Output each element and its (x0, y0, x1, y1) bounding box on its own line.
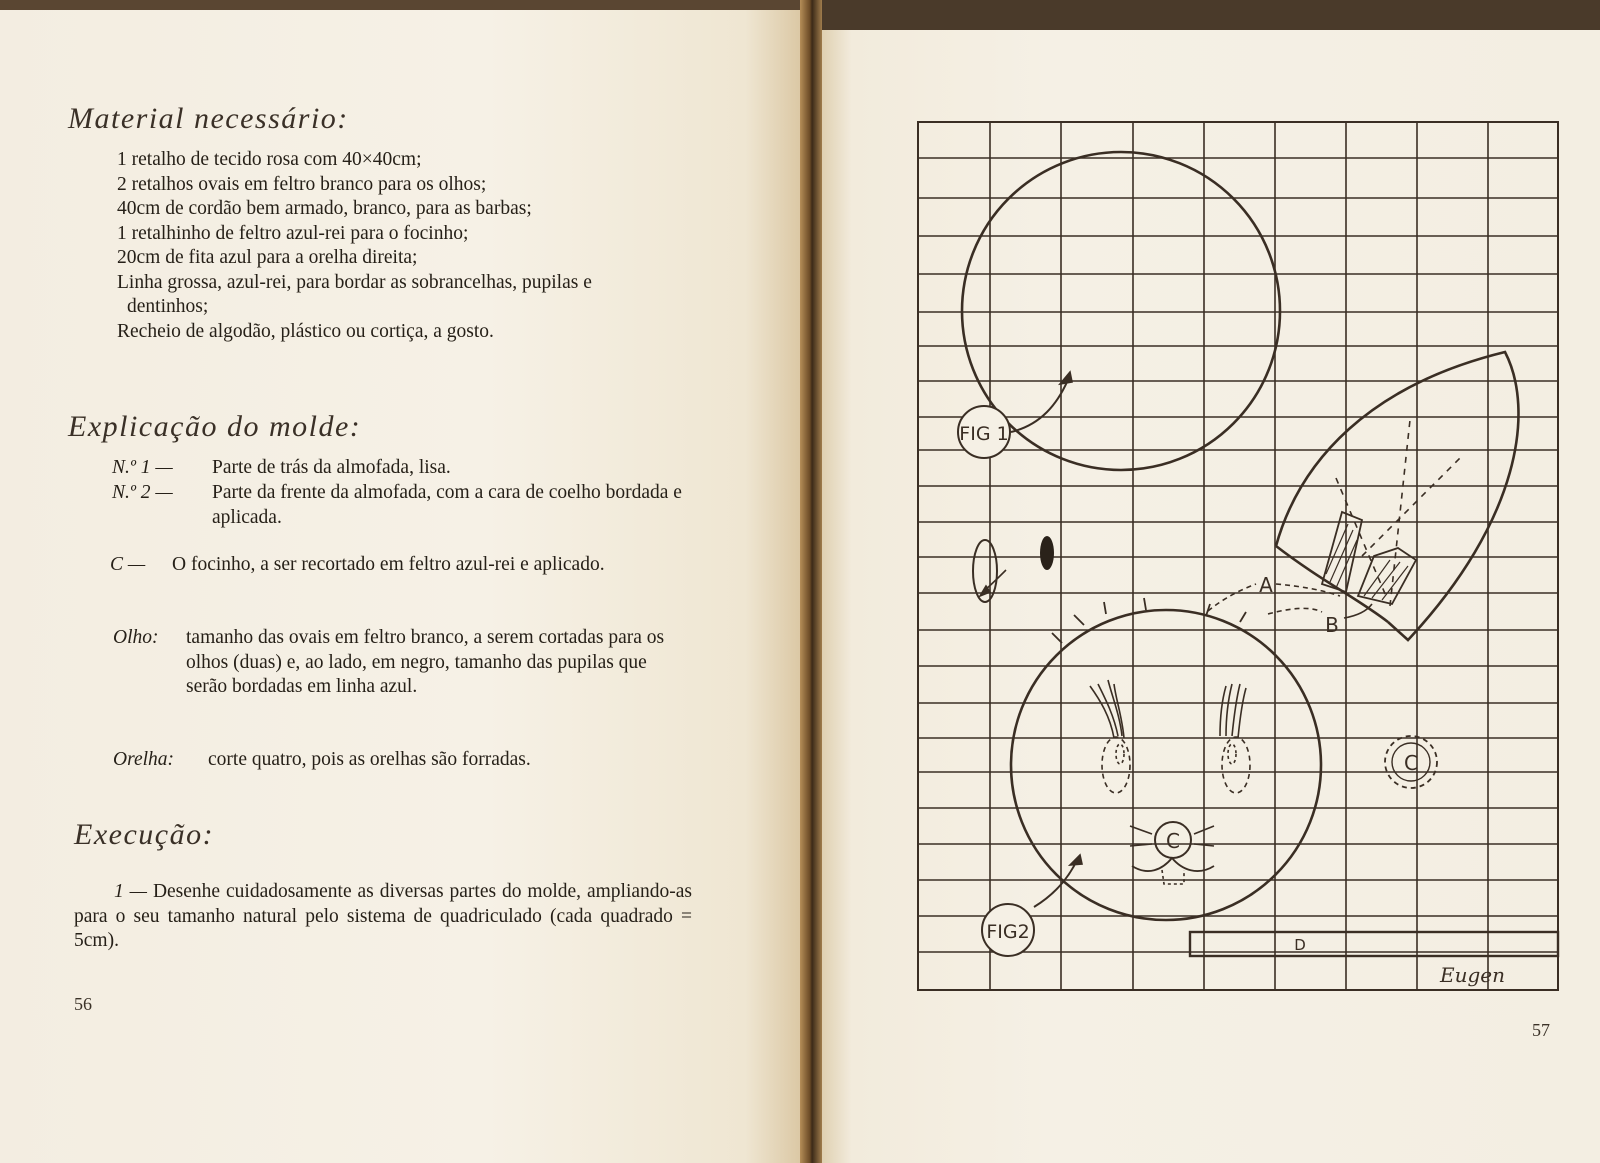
illustrator-signature: Eugen (1440, 963, 1505, 987)
marker-b-arrow-right (1344, 604, 1372, 618)
n2-label: N.º 2 — (112, 482, 173, 503)
nose-label-c: C (1166, 829, 1180, 853)
grid-border (918, 122, 1558, 990)
page-number-right: 57 (1532, 1020, 1550, 1040)
strip-label-d: D (1294, 936, 1306, 954)
step-1-text: Desenhe cuidadosamente as diversas partes do molde, ampliando-as para o seu tamanho natural pelo sistema de quadriculado (cada quadrado = 5cm). (74, 881, 692, 951)
material-item: 1 retalho de tecido rosa com 40×40cm; (117, 149, 422, 170)
left-eye (1102, 737, 1130, 793)
fig1-label: FIG 1 (959, 423, 1009, 445)
right-pupil (1228, 744, 1236, 764)
orelha-label: Orelha: (113, 749, 175, 770)
fig2-label: FIG2 (986, 921, 1030, 943)
template-label-c: C (1404, 751, 1418, 775)
material-item: 40cm de cordão bem armado, branco, para as barbas; (117, 198, 532, 219)
fig2-arrowhead (1070, 855, 1082, 865)
marker-a-arrow-right (1276, 584, 1340, 596)
pupil-template (1040, 536, 1054, 570)
ear-shape (1276, 352, 1518, 640)
right-eye (1222, 737, 1250, 793)
n2-text: Parte da frente da almofada, com a cara de coelho bordada e aplicada. (212, 482, 682, 528)
ear-fold-line (1336, 478, 1386, 596)
c-label: C — (110, 554, 146, 575)
explicacao-heading: Explicação do molde: (68, 410, 362, 443)
material-item: Recheio de algodão, plástico ou cortiça, a gosto. (117, 320, 494, 342)
n1-label: N.º 1 — (112, 457, 173, 478)
c-text: O focinho, a ser recortado em feltro azul-rei e aplicado. (172, 554, 605, 575)
n1-text: Parte de trás da almofada, lisa. (212, 457, 451, 478)
page-number-left: 56 (74, 994, 92, 1014)
ear-fold-line (1362, 458, 1460, 556)
grid-vertical-lines (990, 122, 1488, 990)
eyebrows (1090, 680, 1246, 738)
marker-b: B (1325, 613, 1339, 637)
material-item: 2 retalhos ovais em feltro branco para os olhos; (117, 173, 487, 195)
teeth (1162, 870, 1184, 884)
left-pupil (1116, 744, 1124, 764)
material-heading: Material necessário: (68, 102, 349, 135)
marker-a-arrow-left (1208, 584, 1256, 611)
step-1-number: 1 — (114, 881, 148, 902)
olho-text: tamanho das ovais em feltro branco, a serem cortadas para os olhos (duas) e, ao lado, em negro, tamanho das pupilas que serão bordadas em linha azul. (186, 627, 665, 697)
fig1-circle (962, 152, 1280, 470)
execucao-heading: Execução: (74, 818, 215, 851)
olho-label: Olho: (113, 627, 159, 648)
marker-a: A (1259, 573, 1273, 597)
mouth (1132, 858, 1214, 871)
material-item: 1 retalhinho de feltro azul-rei para o focinho; (117, 222, 469, 244)
marker-b-arrow-left (1268, 608, 1322, 614)
fig1-arrowhead (1060, 372, 1072, 384)
grid-horizontal-lines (918, 158, 1558, 952)
orelha-text: corte quatro, pois as orelhas são forradas. (208, 749, 531, 770)
material-item: 20cm de fita azul para a orelha direita; (117, 247, 418, 268)
material-item: Linha grossa, azul-rei, para bordar as sobrancelhas, pupilas e dentinhos; (117, 271, 592, 317)
